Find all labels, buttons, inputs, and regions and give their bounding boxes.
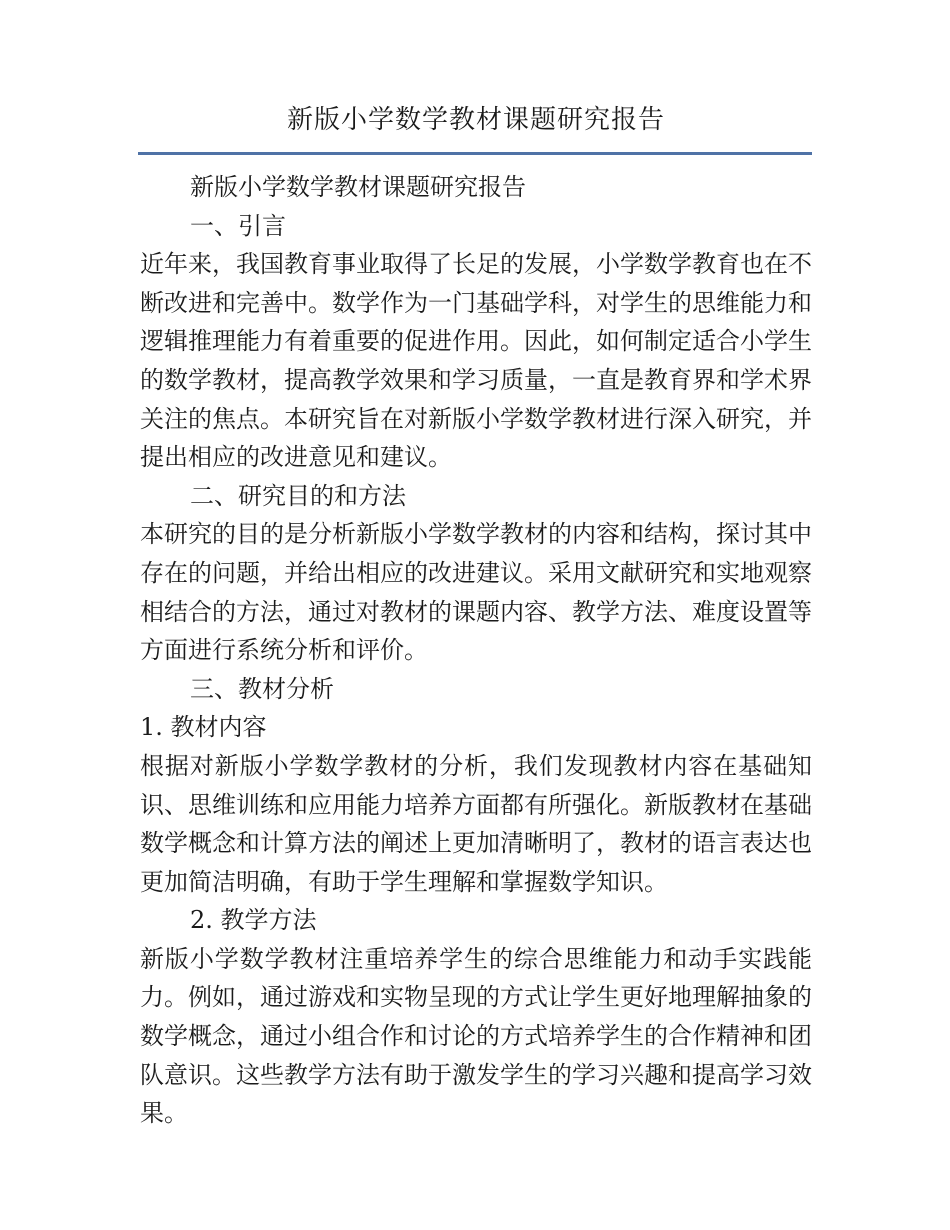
document-subtitle: 新版小学数学教材课题研究报告 xyxy=(190,173,526,201)
subheading-textbook-content: 1. 教材内容 xyxy=(140,713,267,742)
document-title: 新版小学数学教材课题研究报告 xyxy=(286,105,665,135)
subheading-teaching-method: 2. 教学方法 xyxy=(190,906,317,935)
section-heading-purpose-method: 二、研究目的和方法 xyxy=(190,481,406,510)
paragraph-textbook-content: 根据对新版小学数学教材的分析，我们发现教材内容在基础知识、思维训练和应用能力培养方面都有所强化。新版教材在基础数学概念和计算方法的阐述上更加清晰明了，教材的语言表达也更加简洁明确，有助于学生理解和掌握数学知识。 xyxy=(140,751,812,896)
document-body xyxy=(140,168,812,1133)
paragraph-purpose-method: 本研究的目的是分析新版小学数学教材的内容和结构，探讨其中存在的问题，并给出相应的改进建议。采用文献研究和实地观察相结合的方法，通过对教材的课题内容、教学方法、难度设置等方面进行系统分析和评价。 xyxy=(140,520,812,665)
paragraph-teaching-method: 新版小学数学教材注重培养学生的综合思维能力和动手实践能力。例如，通过游戏和实物呈现的方式让学生更好地理解抽象的数学概念，通过小组合作和讨论的方式培养学生的合作精神和团队意识。这些教学方法有助于激发学生的学习兴趣和提高学习效果。 xyxy=(140,944,812,1128)
section-heading-introduction: 一、引言 xyxy=(190,211,286,240)
title-divider xyxy=(138,152,812,155)
section-heading-textbook-analysis: 三、教材分析 xyxy=(190,674,334,703)
paragraph-introduction: 近年来，我国教育事业取得了长足的发展，小学数学教育也在不断改进和完善中。数学作为一门基础学科，对学生的思维能力和逻辑推理能力有着重要的促进作用。因此，如何制定适合小学生的数学教材，提高教学效果和学习质量，一直是教育界和学术界关注的焦点。本研究旨在对新版小学数学教材进行深入研究，并提出相应的改进意见和建议。 xyxy=(140,250,812,472)
